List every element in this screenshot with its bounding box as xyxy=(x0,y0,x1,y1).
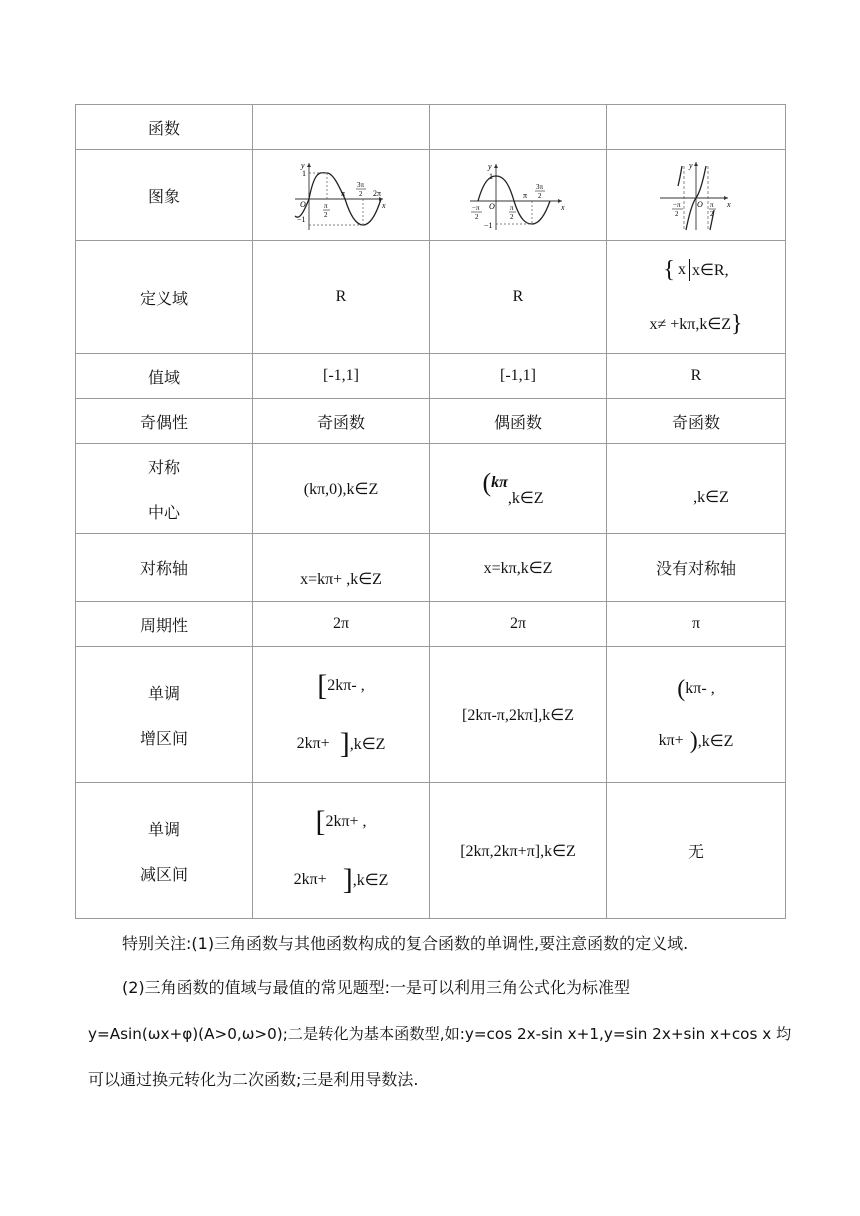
note-paragraph-2: (2)三角函数的值域与最值的常见题型:一是可以利用三角公式化为标准型 xyxy=(122,978,631,997)
cos-center-k: kπ xyxy=(491,473,508,491)
tan-inc-suffix: ,k∈Z xyxy=(697,732,734,750)
header-center xyxy=(76,444,253,534)
note-paragraph-4: 可以通过换元转化为二次函数;三是利用导数法. xyxy=(88,1070,419,1089)
bracket-open-icon: [ xyxy=(317,668,328,702)
cell-cos-range: [-1,1] xyxy=(430,354,607,399)
cell-sin-axis xyxy=(253,534,430,602)
tan-inc-top: kπ- , xyxy=(685,679,715,697)
header-center-line2: 中心 xyxy=(147,502,180,522)
sin-inc-suffix: ,k∈Z xyxy=(349,735,386,753)
cell-cos-increasing: [2kπ-π,2kπ],k∈Z xyxy=(430,647,607,783)
tan-domain-cond: x∈R, xyxy=(691,262,729,279)
header-period: 周期性 xyxy=(76,602,253,647)
tan-domain-var: x xyxy=(677,261,686,278)
tan-pi2-den: 2 xyxy=(710,210,714,218)
bracket-close-icon: ] xyxy=(342,862,353,896)
cos-neg-pi2-den: 2 xyxy=(475,213,479,221)
cos-x-label: x xyxy=(561,203,565,212)
row-increasing xyxy=(76,647,786,783)
row-range xyxy=(76,354,786,399)
sin-y-label: y xyxy=(301,161,305,170)
cell-tan-graph xyxy=(607,150,786,241)
cell-sin-increasing xyxy=(253,647,430,783)
tan-y-label: y xyxy=(689,161,693,170)
row-parity xyxy=(76,399,786,444)
cell-tan-domain xyxy=(607,241,786,354)
header-axis: 对称轴 xyxy=(76,534,253,602)
note-paragraph-3: y=Asin(ωx+φ)(A>0,ω>0);二是转化为基本函数型,如:y=cos 2x-sin x+1,y=sin 2x+sin x+cos x 均 xyxy=(88,1025,792,1043)
sin-one-label: 1 xyxy=(302,169,306,178)
sin-dec-suffix: ,k∈Z xyxy=(352,871,389,889)
cell-sin-period: 2π xyxy=(253,602,430,647)
cell-sin-domain: R xyxy=(253,241,430,354)
cos-neg-pi2-num: −π xyxy=(472,204,480,212)
cell-tan-range: R xyxy=(607,354,786,399)
brace-open-icon: { xyxy=(663,257,675,283)
header-decreasing xyxy=(76,783,253,919)
paren-close-icon: ) xyxy=(689,727,698,754)
cos-one-label: 1 xyxy=(489,172,493,181)
sin-x-label: x xyxy=(382,201,386,210)
sin-axis-text: x=kπ+ ,k∈Z xyxy=(300,570,382,588)
sin-graph xyxy=(291,158,391,232)
paren-open-icon: ( xyxy=(482,467,492,497)
cell-cos-domain: R xyxy=(430,241,607,354)
row-period xyxy=(76,602,786,647)
header-dec-line1: 单调 xyxy=(147,819,180,839)
header-domain: 定义域 xyxy=(76,241,253,354)
header-graph: 图象 xyxy=(76,150,253,241)
bracket-open-icon: [ xyxy=(315,804,326,838)
paren-open-icon: ( xyxy=(677,675,686,702)
tan-domain-ne: x≠ +kπ,k∈Z xyxy=(649,316,732,333)
row-domain xyxy=(76,241,786,354)
cell-cos-axis: x=kπ,k∈Z xyxy=(430,534,607,602)
cell-sin-decreasing xyxy=(253,783,430,919)
sin-neg-one-label: −1 xyxy=(297,215,306,224)
sin-inc-top: 2kπ- , xyxy=(327,676,365,694)
cell-cos-graph xyxy=(430,150,607,241)
row-decreasing xyxy=(76,783,786,919)
header-inc-line2: 增区间 xyxy=(139,728,188,748)
tan-origin-label: O xyxy=(697,200,703,209)
cell-cos-decreasing: [2kπ,2kπ+π],k∈Z xyxy=(430,783,607,919)
cos-neg-one-label: −1 xyxy=(484,221,493,230)
cell-tan-function xyxy=(607,105,786,150)
row-graph xyxy=(76,150,786,241)
cell-sin-center: (kπ,0),k∈Z xyxy=(253,444,430,534)
bar-divider xyxy=(689,259,690,281)
cell-sin-range: [-1,1] xyxy=(253,354,430,399)
cell-cos-center xyxy=(430,444,607,534)
tan-domain-bottom xyxy=(649,312,742,336)
sin-pi-label: π xyxy=(341,189,346,198)
trig-function-table xyxy=(75,104,786,919)
sin-pi2-num: π xyxy=(324,202,328,210)
cell-tan-axis: 没有对称轴 xyxy=(607,534,786,602)
tan-domain-top xyxy=(663,258,728,282)
cos-3pi2-num: 3π xyxy=(536,183,544,191)
row-center xyxy=(76,444,786,534)
tan-pi2-num: π xyxy=(710,201,714,209)
cos-3pi2-den: 2 xyxy=(538,192,542,200)
tan-center-suffix: ,k∈Z xyxy=(693,488,729,506)
cell-cos-parity: 偶函数 xyxy=(430,399,607,444)
tan-neg-pi2-den: 2 xyxy=(675,210,679,218)
cell-sin-parity: 奇函数 xyxy=(253,399,430,444)
cos-pi-label: π xyxy=(523,191,528,200)
cos-graph xyxy=(468,158,568,232)
sin-3pi2-num: 3π xyxy=(357,181,365,189)
brace-close-icon: } xyxy=(731,311,743,337)
cos-pi2-den: 2 xyxy=(510,213,514,221)
cos-origin-label: O xyxy=(489,202,495,211)
header-function: 函数 xyxy=(76,105,253,150)
sin-dec-top: 2kπ+ , xyxy=(325,812,367,830)
header-range: 值域 xyxy=(76,354,253,399)
cell-cos-function xyxy=(430,105,607,150)
header-increasing xyxy=(76,647,253,783)
cos-center-suffix: ,k∈Z xyxy=(507,489,544,507)
sin-origin-label: O xyxy=(300,200,306,209)
cell-sin-function xyxy=(253,105,430,150)
header-inc-line1: 单调 xyxy=(147,683,180,703)
tan-inc-bottom: kπ+ xyxy=(658,731,684,749)
cell-sin-graph xyxy=(253,150,430,241)
sin-2pi-label: 2π xyxy=(373,189,382,198)
sin-3pi2-den: 2 xyxy=(359,190,363,198)
cell-tan-parity: 奇函数 xyxy=(607,399,786,444)
header-center-line1: 对称 xyxy=(147,457,180,477)
row-function xyxy=(76,105,786,150)
row-axis xyxy=(76,534,786,602)
cell-tan-increasing xyxy=(607,647,786,783)
cos-y-label: y xyxy=(488,162,492,171)
header-parity: 奇偶性 xyxy=(76,399,253,444)
cos-pi2-num: π xyxy=(510,204,514,212)
sin-pi2-den: 2 xyxy=(324,211,328,219)
cell-cos-period: 2π xyxy=(430,602,607,647)
tan-x-label: x xyxy=(727,200,731,209)
cell-tan-decreasing: 无 xyxy=(607,783,786,919)
tan-graph xyxy=(656,158,736,232)
tan-neg-pi2-num: −π xyxy=(673,201,681,209)
note-paragraph-1: 特别关注:(1)三角函数与其他函数构成的复合函数的单调性,要注意函数的定义域. xyxy=(122,934,689,953)
sin-inc-bottom: 2kπ+ xyxy=(296,734,330,752)
sin-dec-bottom: 2kπ+ xyxy=(293,870,327,888)
header-dec-line2: 减区间 xyxy=(139,864,188,884)
bracket-close-icon: ] xyxy=(339,726,350,760)
cell-tan-period: π xyxy=(607,602,786,647)
cell-tan-center xyxy=(607,444,786,534)
